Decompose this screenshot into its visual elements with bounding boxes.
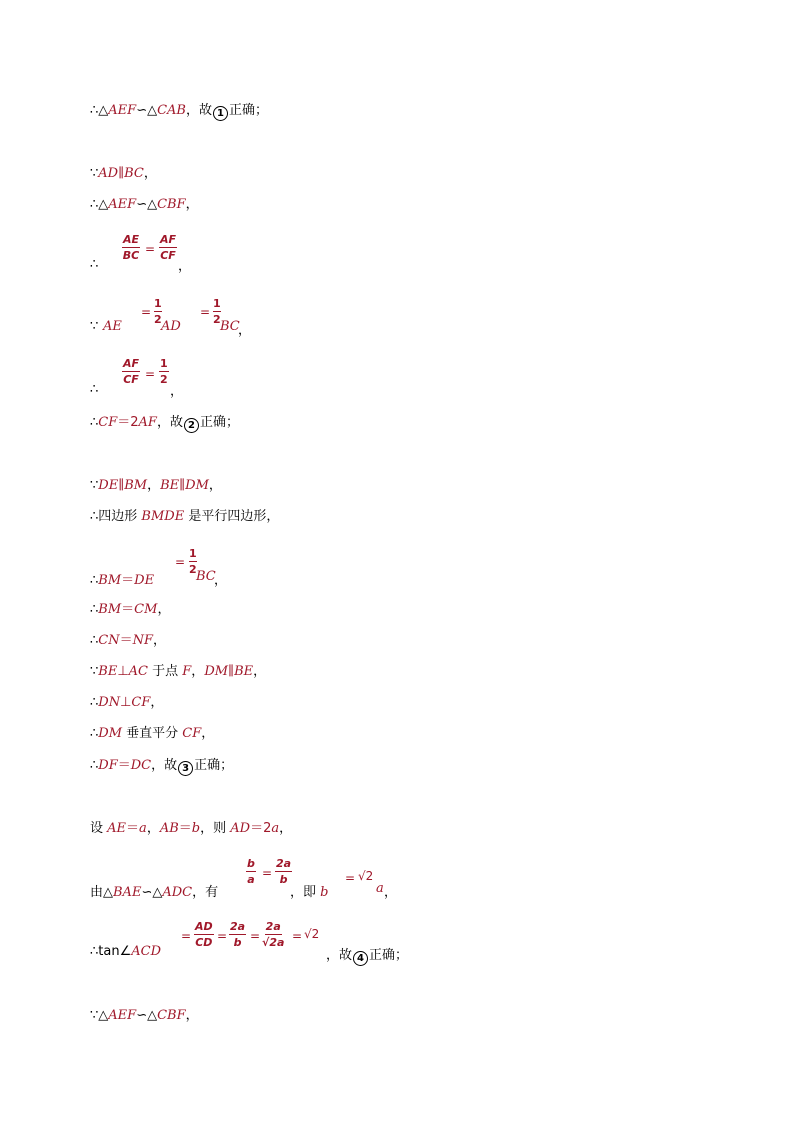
- triangle-cbf: CBF: [157, 1008, 186, 1023]
- perpendicular-symbol: ⊥: [117, 664, 129, 679]
- fraction-2a-sqrt2a: [262, 920, 284, 949]
- fraction-2a-b: [229, 920, 246, 949]
- numerator: b: [247, 857, 255, 870]
- numerator: 1: [189, 547, 197, 560]
- therefore-symbol: ∴△: [90, 197, 109, 212]
- circled-number-1: 1: [213, 106, 228, 121]
- text-quadrilateral: ∴四边形: [90, 509, 142, 524]
- similar-symbol: ∽△: [136, 103, 158, 118]
- numerator: 2a: [276, 857, 292, 870]
- comma: ，: [170, 384, 184, 399]
- denominator: 2: [154, 313, 162, 326]
- text-tan-angle: ∴tan∠: [90, 944, 132, 959]
- parallel-symbol: ∥: [118, 478, 125, 493]
- denominator: b: [233, 936, 242, 949]
- text-correct: 正确；: [369, 948, 409, 963]
- segment-cf: CF: [131, 695, 151, 710]
- because-symbol: ∵: [90, 166, 99, 181]
- perpendicular-symbol: ⊥: [120, 695, 132, 710]
- segment-bm: BM: [98, 573, 122, 588]
- denominator: b: [279, 873, 288, 886]
- sqrt-two: √2: [304, 927, 320, 941]
- segment-cf: CF: [182, 726, 202, 741]
- similar-symbol: ∽△: [141, 885, 163, 900]
- because-symbol: ∵△: [90, 1008, 109, 1023]
- proof-line-17: [90, 821, 292, 837]
- equals-sign: =: [250, 929, 261, 943]
- equals-sign: =: [345, 871, 356, 885]
- triangle-aef: AEF: [108, 103, 137, 118]
- denominator: 2: [189, 563, 197, 576]
- comma: ，: [153, 633, 167, 648]
- equals-two: ＝2: [250, 821, 272, 836]
- equals-sign: =: [145, 367, 156, 381]
- segment-be: BE: [98, 664, 118, 679]
- triangle-cab: CAB: [157, 103, 186, 118]
- denominator: CD: [195, 936, 213, 949]
- equals-sign: =: [200, 305, 211, 319]
- therefore-symbol: ∴: [90, 695, 99, 710]
- denominator: a: [247, 873, 255, 886]
- therefore-symbol: ∴: [90, 758, 99, 773]
- numerator: AD: [195, 920, 213, 933]
- similar-symbol: ∽△: [136, 197, 158, 212]
- segment-ad: AD: [230, 821, 251, 836]
- fraction-af-cf: [122, 357, 140, 386]
- text-namely: ，即: [290, 885, 321, 900]
- triangle-cbf: CBF: [157, 197, 186, 212]
- denominator: CF: [123, 373, 139, 386]
- comma: ，: [191, 664, 205, 679]
- comma: ，: [146, 821, 160, 836]
- text-gu: ，故: [326, 948, 353, 963]
- text-gu: ，故: [151, 758, 178, 773]
- variable-b: b: [320, 885, 329, 900]
- segment-bc: BC: [124, 166, 144, 181]
- because-symbol: ∵: [90, 319, 99, 334]
- text-let: 设: [90, 821, 108, 836]
- proof-line-15: [90, 726, 214, 742]
- segment-ad: AD: [161, 319, 181, 334]
- text-is-parallelogram: 是平行四边形，: [184, 509, 280, 524]
- text-gu: ，故: [156, 415, 183, 430]
- denominator: √2a: [262, 936, 285, 949]
- variable-b: b: [191, 821, 201, 836]
- proof-line-16: [90, 758, 233, 776]
- similar-symbol: ∽△: [136, 1008, 158, 1023]
- segment-ae: AE: [103, 319, 122, 334]
- sqrt-two: √2: [358, 869, 374, 883]
- equals-sign: =: [262, 866, 273, 880]
- comma: ，: [178, 259, 192, 274]
- text-at-point: 于点: [148, 664, 183, 679]
- quadrilateral-bmde: BMDE: [141, 509, 185, 524]
- numerator: 1: [213, 297, 221, 310]
- proof-line-2: [90, 166, 157, 182]
- variable-a: a: [139, 821, 147, 836]
- proof-line-7: [90, 415, 239, 433]
- numerator: 1: [160, 357, 168, 370]
- segment-dn: DN: [98, 695, 121, 710]
- proof-line-10: [90, 569, 154, 588]
- text-then: ，则: [200, 821, 231, 836]
- proof-line-9: [90, 509, 279, 525]
- denominator: 2: [160, 373, 168, 386]
- denominator: 2: [213, 313, 221, 326]
- point-f: F: [182, 664, 192, 679]
- segment-de: DE: [98, 478, 119, 493]
- comma: ，: [279, 821, 293, 836]
- segment-cm: CM: [134, 602, 158, 617]
- therefore-symbol: ∴△: [90, 103, 109, 118]
- comma: ，: [253, 664, 267, 679]
- proof-line-14: [90, 695, 163, 711]
- segment-bm: BM: [124, 478, 148, 493]
- proof-line-13: [90, 664, 266, 680]
- fraction-one-half: [159, 357, 169, 386]
- therefore-symbol: ∴: [90, 602, 99, 617]
- angle-acd: ACD: [131, 944, 161, 959]
- numerator: AE: [123, 233, 140, 246]
- fraction-af-cf: [159, 233, 177, 262]
- proof-line-12: [90, 633, 166, 649]
- segment-af: AF: [138, 415, 157, 430]
- because-symbol: ∵: [90, 478, 99, 493]
- equals-sign: ＝: [178, 821, 192, 836]
- text-have: ，有: [192, 885, 219, 900]
- numerator: 2a: [230, 920, 246, 933]
- comma: ，: [185, 1008, 199, 1023]
- equals-sign: =: [292, 929, 303, 943]
- equals-sign: =: [181, 929, 192, 943]
- numerator: 2a: [265, 920, 281, 933]
- text-correct: 正确；: [194, 758, 234, 773]
- parallel-symbol: ∥: [228, 664, 235, 679]
- therefore-symbol: ∴: [90, 726, 99, 741]
- proof-line-19-prefix: [90, 944, 161, 959]
- segment-be: BE: [160, 478, 180, 493]
- comma: ，: [150, 695, 164, 710]
- fraction-ad-cd: [194, 920, 214, 949]
- denominator: BC: [122, 249, 140, 262]
- text-gu: ，故: [185, 103, 212, 118]
- comma: ，: [143, 166, 157, 181]
- numerator: AF: [123, 357, 140, 370]
- equals-sign: ＝: [126, 821, 140, 836]
- text-from-triangle: 由△: [90, 885, 113, 900]
- segment-de: DE: [134, 573, 155, 588]
- comma: ，: [185, 197, 199, 212]
- equals-sign: ＝: [121, 602, 135, 617]
- circled-number-4: 4: [353, 951, 368, 966]
- segment-cn: CN: [98, 633, 120, 648]
- proof-line-19-suffix: [326, 944, 408, 966]
- equals-sign: ＝: [119, 633, 133, 648]
- triangle-adc: ADC: [162, 885, 193, 900]
- segment-dm: DM: [98, 726, 123, 741]
- circled-number-2: 2: [184, 418, 199, 433]
- parallel-symbol: ∥: [179, 478, 186, 493]
- segment-be: BE: [234, 664, 254, 679]
- proof-line-18-prefix: [90, 881, 218, 900]
- triangle-bae: BAE: [113, 885, 142, 900]
- segment-nf: NF: [132, 633, 154, 648]
- therefore-symbol: ∴: [90, 382, 99, 397]
- therefore-symbol: ∴: [90, 415, 99, 430]
- numerator: AF: [160, 233, 177, 246]
- comma: ，: [157, 602, 171, 617]
- text-correct: 正确；: [199, 415, 239, 430]
- proof-line-18-mid: [290, 881, 328, 900]
- equals-sign: =: [175, 555, 186, 569]
- triangle-aef: AEF: [108, 1008, 137, 1023]
- fraction-b-a: [246, 857, 256, 886]
- comma: ，: [384, 885, 398, 900]
- equals-sign: =: [141, 305, 152, 319]
- text-perpendicular-bisector: 垂直平分: [122, 726, 183, 741]
- equals-sign: =: [217, 929, 228, 943]
- parallel-symbol: ∥: [118, 166, 125, 181]
- circled-number-3: 3: [178, 761, 193, 776]
- fraction-ae-bc: [122, 233, 140, 262]
- proof-line-20: [90, 1008, 199, 1024]
- equals-two: ＝2: [117, 415, 139, 430]
- because-symbol: ∵: [90, 664, 99, 679]
- comma: ，: [238, 323, 252, 338]
- comma: ，: [201, 726, 215, 741]
- comma: ，: [147, 478, 161, 493]
- equals-sign: =: [145, 242, 156, 256]
- variable-a: a: [271, 821, 280, 836]
- numerator: 1: [154, 297, 162, 310]
- equals-sign: ＝: [117, 758, 131, 773]
- segment-df: DF: [98, 758, 118, 773]
- segment-ad: AD: [98, 166, 119, 181]
- proof-line-1: [90, 103, 268, 121]
- triangle-aef: AEF: [108, 197, 137, 212]
- text-correct: 正确；: [228, 103, 268, 118]
- therefore-symbol: ∴: [90, 573, 99, 588]
- proof-line-3: [90, 197, 199, 213]
- comma: ，: [208, 478, 222, 493]
- segment-bc: BC: [196, 569, 216, 584]
- denominator: CF: [160, 249, 176, 262]
- therefore-symbol: ∴: [90, 257, 99, 272]
- segment-dm: DM: [185, 478, 209, 493]
- segment-dc: DC: [130, 758, 152, 773]
- segment-ac: AC: [128, 664, 148, 679]
- segment-bc: BC: [220, 319, 240, 334]
- proof-line-8: [90, 478, 222, 494]
- segment-bm: BM: [98, 602, 122, 617]
- variable-a: a: [376, 881, 384, 896]
- segment-dm: DM: [204, 664, 229, 679]
- segment-ae: AE: [107, 821, 127, 836]
- proof-line-11: [90, 602, 170, 618]
- equals-sign: ＝: [121, 573, 135, 588]
- segment-ab: AB: [159, 821, 179, 836]
- segment-cf: CF: [98, 415, 118, 430]
- therefore-symbol: ∴: [90, 633, 99, 648]
- comma: ，: [214, 573, 228, 588]
